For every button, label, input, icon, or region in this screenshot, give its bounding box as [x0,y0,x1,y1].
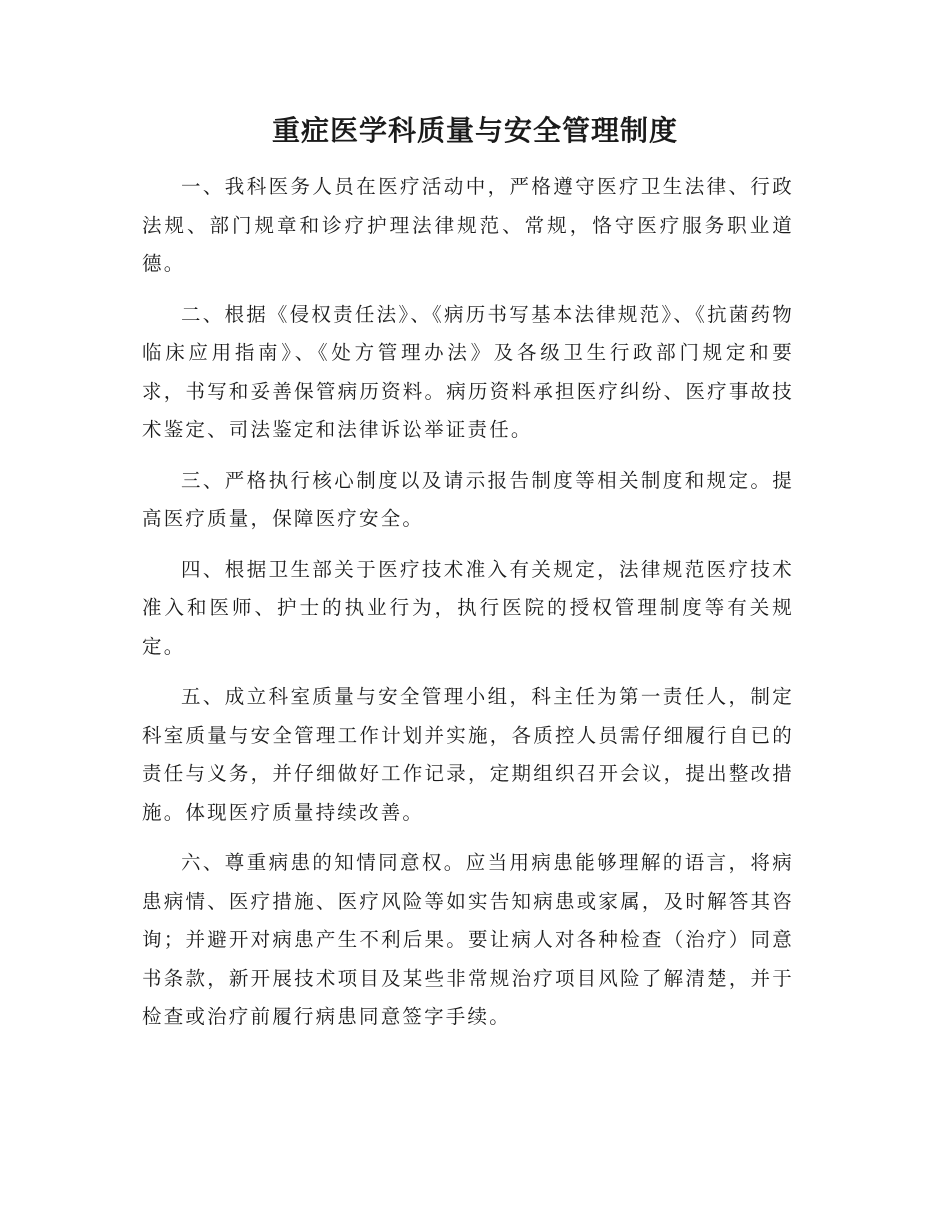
paragraph-2: 二、根据《侵权责任法》、《病历书写基本法律规范》、《抗菌药物临床应用指南》、《处方管理办法》及各级卫生行政部门规定和要求，书写和妥善保管病历资料。病历资料承担医疗纠纷、医疗事故技术鉴定、司法鉴定和法律诉讼举证责任。 [142,302,794,441]
document-title: 重症医学科质量与安全管理制度 [271,114,678,147]
document-body [142,168,794,1049]
paragraph-4: 四、根据卫生部关于医疗技术准入有关规定，法律规范医疗技术准入和医师、护士的执业行为，执行医院的授权管理制度等有关规定。 [142,557,794,658]
paragraph-6: 六、尊重病患的知情同意权。应当用病患能够理解的语言，将病患病情、医疗措施、医疗风险等如实告知病患或家属，及时解答其咨询；并避开对病患产生不利后果。要让病人对各种检查（治疗）同意书条款，新开展技术项目及某些非常规治疗项目风险了解清楚，并于检查或治疗前履行病患同意签字手续。 [142,851,794,1028]
paragraph-1: 一、我科医务人员在医疗活动中，严格遵守医疗卫生法律、行政法规、部门规章和诊疗护理法律规范、常规，恪守医疗服务职业道德。 [142,175,794,275]
paragraph-5: 五、成立科室质量与安全管理小组，科主任为第一责任人，制定科室质量与安全管理工作计划并实施，各质控人员需仔细履行自已的责任与义务，并仔细做好工作记录，定期组织召开会议，提出整改措施。体现医疗质量持续改善。 [142,685,794,824]
paragraph-3: 三、严格执行核心制度以及请示报告制度等相关制度和规定。提高医疗质量，保障医疗安全。 [142,468,794,530]
